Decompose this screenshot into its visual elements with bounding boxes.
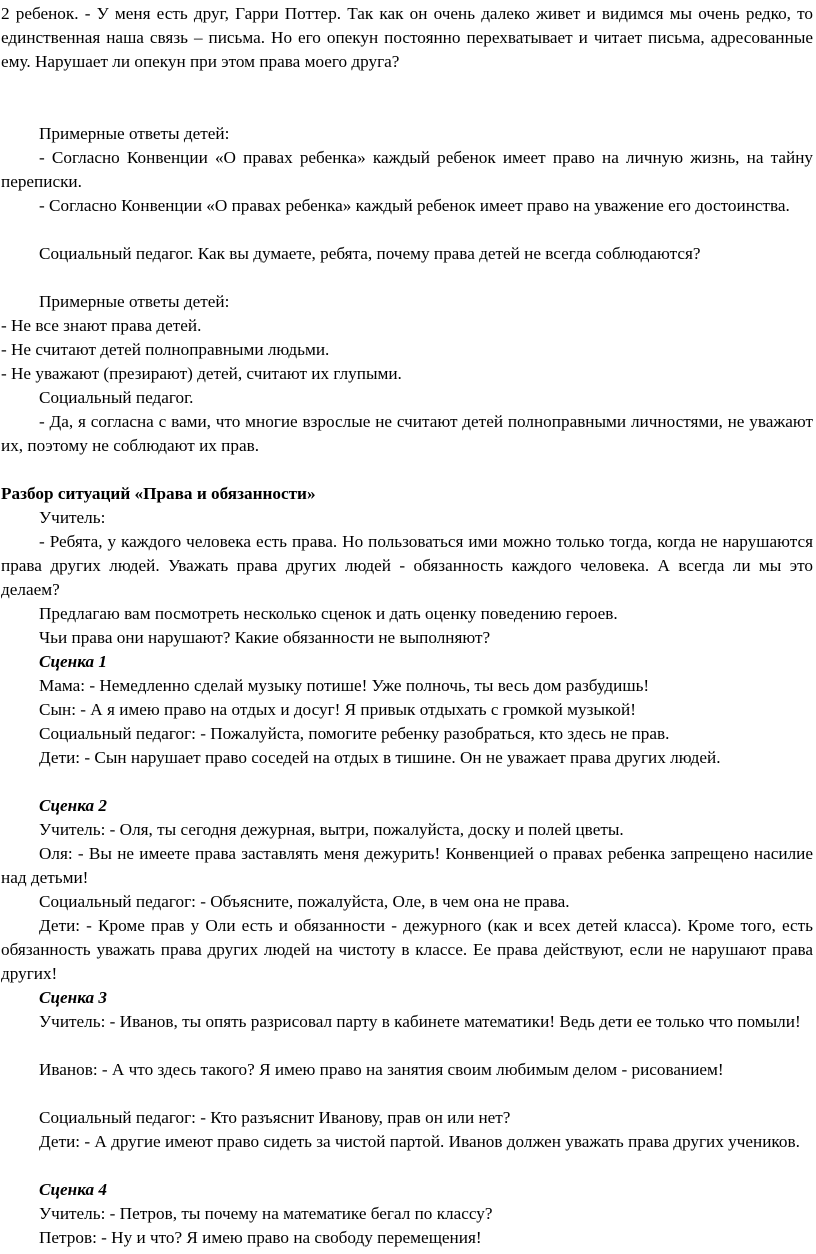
scene-3-title: Сценка 3 <box>39 988 107 1007</box>
paragraph-questions: Чьи права они нарушают? Какие обязанности не выполняют? <box>39 628 491 647</box>
paragraph-answer-not-know: - Не все знают права детей. <box>1 316 202 335</box>
paragraph-teacher-intro: - Ребята, у каждого человека есть права. Но пользоваться ими можно только тогда, когда не нарушаются права других людей. Уважать права других людей - обязанность каждого человека. А всегда ли мы это делаем? <box>1 532 813 599</box>
scene-2-children: Дети: - Кроме прав у Оли есть и обязанности - дежурного (как и всех детей класса). Кроме того, есть обязанность уважать права других людей на чистоту в классе. Ее права действуют, если не нарушают права других! <box>1 916 813 983</box>
paragraph-social-teacher-label: Социальный педагог. <box>39 388 194 407</box>
paragraph-answer-dignity: - Согласно Конвенции «О правах ребенка» каждый ребенок имеет право на уважение его достоинства. <box>39 196 790 215</box>
scene-2-teacher: Учитель: - Оля, ты сегодня дежурная, вытри, пожалуйста, доску и полей цветы. <box>39 820 624 839</box>
scene-2-title: Сценка 2 <box>39 796 107 815</box>
scene-1-children: Дети: - Сын нарушает право соседей на отдых в тишине. Он не уважает права других людей. <box>39 748 721 767</box>
paragraph-answer-privacy: - Согласно Конвенции «О правах ребенка» каждый ребенок имеет право на личную жизнь, на тайну переписки. <box>1 148 813 191</box>
scene-4-teacher: Учитель: - Петров, ты почему на математике бегал по классу? <box>39 1204 493 1223</box>
paragraph-sample-answers-label-2: Примерные ответы детей: <box>39 292 230 311</box>
paragraph-harry-potter: 2 ребенок. - У меня есть друг, Гарри Поттер. Так как он очень далеко живет и видимся мы очень редко, то единственная наша связь – письма. Но его опекун постоянно перехватывает и читает письма, адресованные ему. Нарушает ли опекун при этом права моего друга? <box>1 4 813 71</box>
section-heading: Разбор ситуаций «Права и обязанности» <box>1 484 316 503</box>
scene-3-ivanov: Иванов: - А что здесь такого? Я имею право на занятия своим любимым делом - рисованием! <box>39 1060 724 1079</box>
scene-2-social-teacher: Социальный педагог: - Объясните, пожалуйста, Оле, в чем она не права. <box>39 892 570 911</box>
scene-3-social-teacher: Социальный педагог: - Кто разъяснит Иванову, прав он или нет? <box>39 1108 511 1127</box>
scene-4-petrov: Петров: - Ну и что? Я имею право на свободу перемещения! <box>39 1228 482 1247</box>
paragraph-teacher-label: Учитель: <box>39 508 106 527</box>
scene-1-son: Сын: - А я имею право на отдых и досуг! Я привык отдыхать с громкой музыкой! <box>39 700 636 719</box>
paragraph-answer-not-full: - Не считают детей полноправными людьми. <box>1 340 330 359</box>
paragraph-answer-not-respect: - Не уважают (презирают) детей, считают их глупыми. <box>1 364 402 383</box>
scene-2-olya: Оля: - Вы не имеете права заставлять меня дежурить! Конвенцией о правах ребенка запрещено насилие над детьми! <box>1 844 813 887</box>
scene-1-mom: Мама: - Немедленно сделай музыку потише! Уже полночь, ты весь дом разбудишь! <box>39 676 650 695</box>
paragraph-social-teacher-agree: - Да, я согласна с вами, что многие взрослые не считают детей полноправными личностями, не уважают их, поэтому не соблюдают их прав. <box>1 412 813 455</box>
scene-3-teacher: Учитель: - Иванов, ты опять разрисовал парту в кабинете математики! Ведь дети ее только что помыли! <box>39 1012 801 1031</box>
paragraph-offer: Предлагаю вам посмотреть несколько сценок и дать оценку поведению героев. <box>39 604 618 623</box>
paragraph-social-teacher-question: Социальный педагог. Как вы думаете, ребята, почему права детей не всегда соблюдаются? <box>39 244 701 263</box>
scene-1-title: Сценка 1 <box>39 652 107 671</box>
scene-3-children: Дети: - А другие имеют право сидеть за чистой партой. Иванов должен уважать права других учеников. <box>39 1132 800 1151</box>
scene-4-title: Сценка 4 <box>39 1180 107 1199</box>
paragraph-sample-answers-label: Примерные ответы детей: <box>39 124 230 143</box>
scene-1-social-teacher: Социальный педагог: - Пожалуйста, помогите ребенку разобраться, кто здесь не прав. <box>39 724 670 743</box>
